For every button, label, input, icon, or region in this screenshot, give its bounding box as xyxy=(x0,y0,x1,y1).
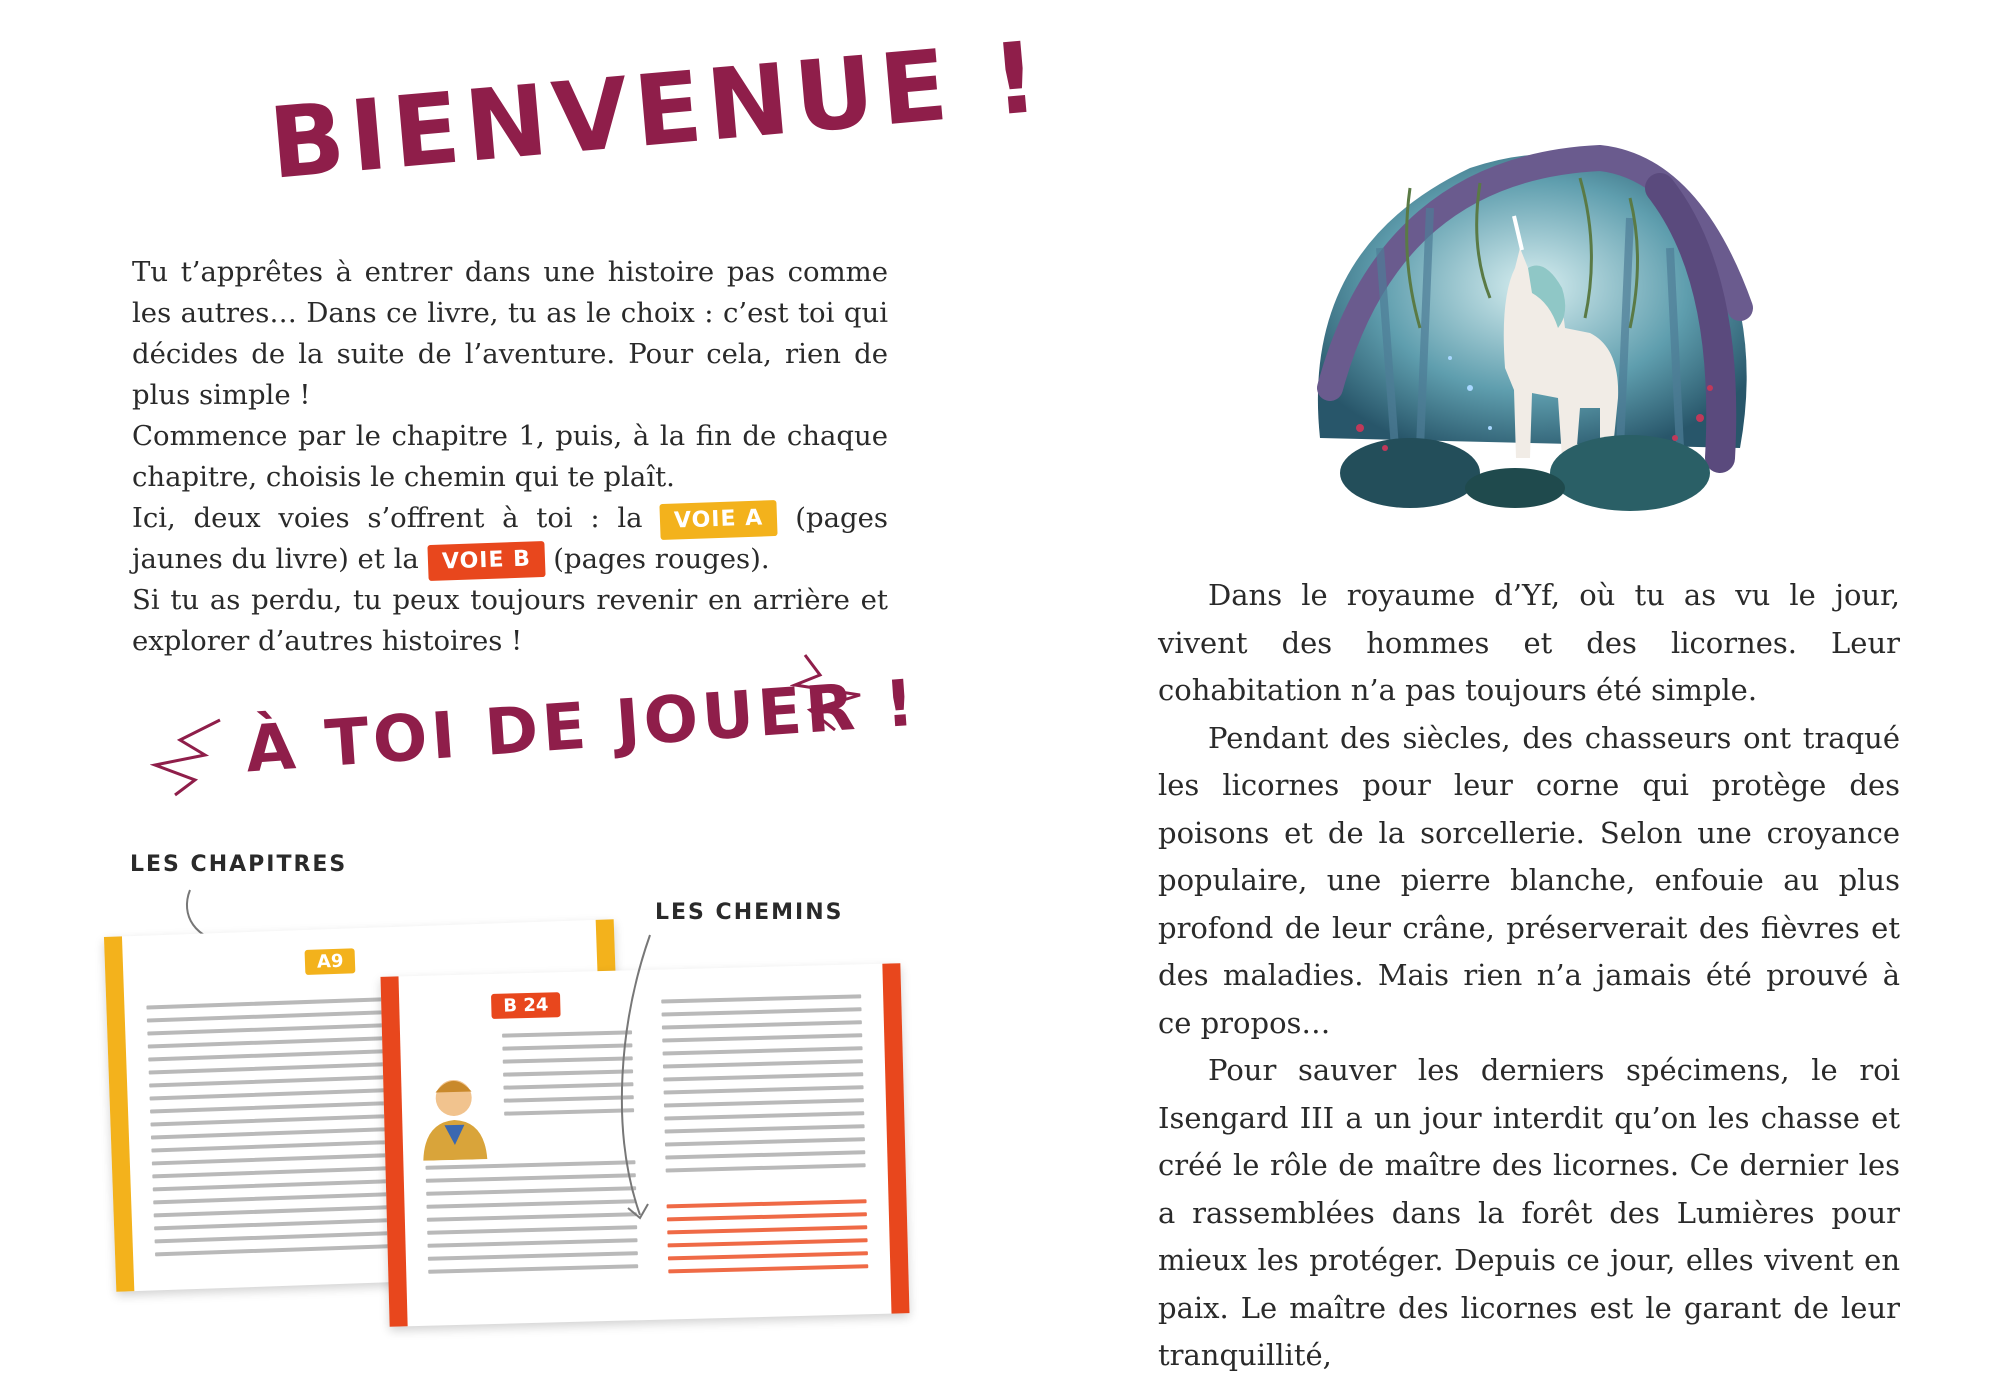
red-strip-right xyxy=(882,963,909,1313)
voie-a-tag: VOIE A xyxy=(660,499,778,539)
arrow-chemins-icon xyxy=(610,930,660,1230)
story-paragraph-1: Dans le royaume d’Yf, où tu as vu le jour, vivent des hommes et des licornes. Leur cohabitation n’a pas toujours été simple. xyxy=(1158,578,1900,707)
mini-tag-b24: B 24 xyxy=(491,992,561,1019)
zigzag-right-icon xyxy=(790,650,870,740)
subtitle-block xyxy=(150,650,921,820)
intro-paragraph-2: Commence par le chapitre 1, puis, à la fin de chaque chapitre, choisis le chemin qui te plaît. xyxy=(132,420,888,493)
intro-paragraph-3 xyxy=(132,498,888,580)
intro-p3-before: Ici, deux voies s’offrent à toi : la xyxy=(132,502,643,534)
story-paragraph-2: Pendant des siècles, des chasseurs ont traqué les licornes pour leur corne qui protège des poisons et de la sorcellerie. Selon une croyance populaire, une pierre blanche, enfouie au plus profond de leur crâne, préserverait des fièvres et des maladies. Mais rien n’a jamais été prouvé à ce propos… xyxy=(1158,720,1900,1040)
intro-paragraph-1: Tu t’apprêtes à entrer dans une histoire pas comme les autres… Dans ce livre, tu as le choix : c’est toi qui décides de la suite de l’aventure. Pour cela, rien de plus simple ! xyxy=(132,256,888,411)
subtitle-jouer: À TOI DE JOUER ! xyxy=(243,666,921,788)
intro-p3-after: (pages rouges). xyxy=(553,543,770,575)
story-text xyxy=(1158,572,1900,1380)
zigzag-left-icon xyxy=(150,710,230,800)
mini-text-lines-col1b xyxy=(425,1160,638,1282)
label-chapitres: LES CHAPITRES xyxy=(130,852,348,877)
character-icon xyxy=(413,1069,495,1161)
voie-b-tag: VOIE B xyxy=(427,540,545,580)
page-title: BIENVENUE ! xyxy=(265,20,1049,202)
story-paragraph-3: Pour sauver les derniers spécimens, le roi Isengard III a un jour interdit qu’on les chasse et créé le rôle de maître des licornes. Ce dernier les a rassemblées dans la forêt des Lumières pour mieux les protéger. Depuis ce jour, elles vivent en paix. Le maître des licornes est le garant de leur tranquillité, xyxy=(1158,1053,1900,1372)
mini-text-lines-col2 xyxy=(661,994,866,1181)
mini-tag-a9: A9 xyxy=(305,948,356,975)
unicorn-illustration xyxy=(1300,128,1760,518)
label-chemins: LES CHEMINS xyxy=(655,900,844,925)
intro-paragraph-4: Si tu as perdu, tu peux toujours revenir en arrière et explorer d’autres histoires ! xyxy=(132,584,888,657)
intro-p3-middle: (pages jaunes du livre) et la xyxy=(132,502,888,575)
intro-text xyxy=(132,252,888,662)
mini-choice-lines xyxy=(667,1199,869,1282)
yellow-strip xyxy=(104,936,134,1291)
